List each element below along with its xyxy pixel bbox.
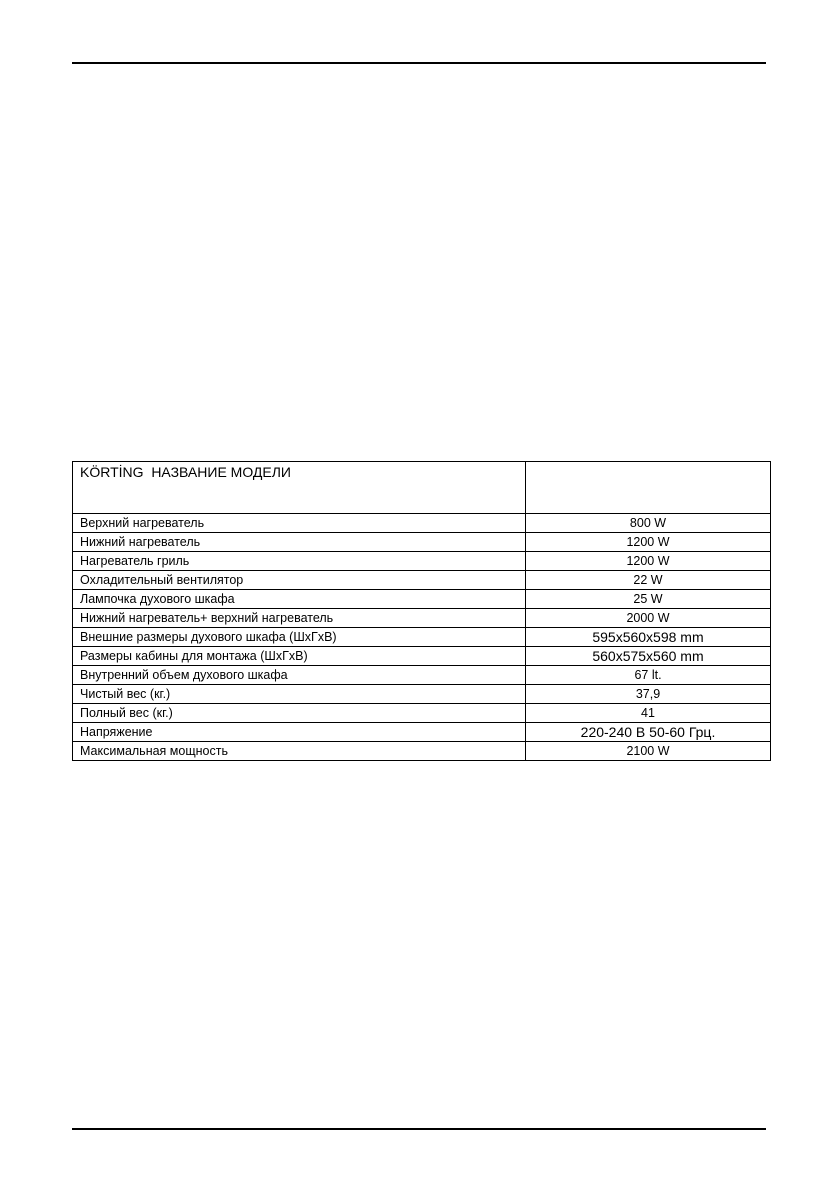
table-row (73, 590, 771, 609)
table-row (73, 514, 771, 533)
spec-label: Лампочка духового шкафа (73, 590, 526, 609)
spec-label: Чистый вес (кг.) (73, 685, 526, 704)
spec-label: Нагреватель гриль (73, 552, 526, 571)
spec-label: Нижний нагреватель (73, 533, 526, 552)
table-row (73, 666, 771, 685)
spec-value: 800 W (526, 514, 771, 533)
table-row (73, 685, 771, 704)
spec-value: 2100 W (526, 742, 771, 761)
spec-value: 22 W (526, 571, 771, 590)
spec-label: Внешние размеры духового шкафа (ШхГхВ) (73, 628, 526, 647)
spec-value: 1200 W (526, 533, 771, 552)
spec-label: Полный вес (кг.) (73, 704, 526, 723)
spec-value: 595x560x598 mm (526, 628, 771, 647)
spec-value: 41 (526, 704, 771, 723)
table-row (73, 609, 771, 628)
table-row (73, 533, 771, 552)
spec-label: Нижний нагреватель+ верхний нагреватель (73, 609, 526, 628)
spec-label: Верхний нагреватель (73, 514, 526, 533)
footer-rule (72, 1128, 766, 1130)
spec-value: 2000 W (526, 609, 771, 628)
spec-value: 37,9 (526, 685, 771, 704)
spec-value: 67 lt. (526, 666, 771, 685)
spec-value: 560x575x560 mm (526, 647, 771, 666)
table-row (73, 723, 771, 742)
spec-label: Охладительный вентилятор (73, 571, 526, 590)
spec-value: 1200 W (526, 552, 771, 571)
table-row (73, 704, 771, 723)
table-row (73, 742, 771, 761)
specifications-table (72, 461, 771, 761)
brand-name: KÖRTİNG (80, 464, 144, 480)
spec-label: Напряжение (73, 723, 526, 742)
table-row (73, 647, 771, 666)
table-row (73, 628, 771, 647)
model-name-label: НАЗВАНИЕ МОДЕЛИ (151, 464, 291, 480)
spec-value: 25 W (526, 590, 771, 609)
spec-label: Размеры кабины для монтажа (ШхГхВ) (73, 647, 526, 666)
spec-label: Максимальная мощность (73, 742, 526, 761)
header-rule (72, 62, 766, 64)
table-row (73, 571, 771, 590)
model-name-cell (73, 462, 526, 514)
spec-label: Внутренний объем духового шкафа (73, 666, 526, 685)
table-header-row (73, 462, 771, 514)
model-value-cell (526, 462, 771, 514)
table-row (73, 552, 771, 571)
spec-value: 220-240 В 50-60 Грц. (526, 723, 771, 742)
